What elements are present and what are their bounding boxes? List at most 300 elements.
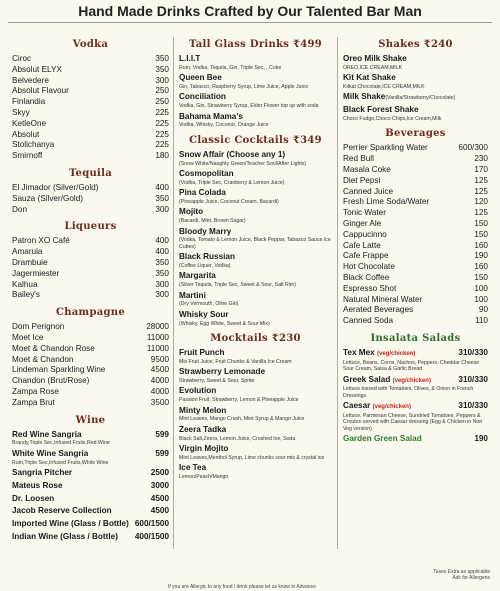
menu-item: [12, 194, 169, 205]
item-price: 300: [155, 290, 169, 300]
tax-note: Taxes Extra as applicable: [433, 569, 490, 575]
item-price: 4000: [150, 386, 169, 396]
menu-item: [343, 92, 488, 103]
item-name-text: Conciliation: [179, 92, 226, 102]
item-name-text: Mojito: [179, 207, 204, 217]
menu-item: [12, 365, 169, 376]
menu-item: [343, 262, 488, 273]
item-name: [179, 54, 200, 65]
item-description: (Whisky, Egg White, Sweet & Sour Mix): [179, 320, 270, 327]
item-name: Lindeman Sparkling Wine: [12, 365, 106, 375]
item-row: [179, 367, 332, 378]
item-price: 350: [155, 193, 169, 203]
menu-item: [12, 449, 169, 466]
item-row: [12, 468, 169, 479]
menu-item: [12, 97, 169, 108]
menu-item: [343, 187, 488, 198]
item-name: [179, 92, 226, 103]
item-price: [484, 105, 488, 116]
item-row: [179, 348, 332, 359]
item-name: Dom Perignon: [12, 322, 65, 332]
item-name: Moet Ice: [12, 332, 44, 342]
item-price: 300: [155, 204, 169, 214]
menu-item: [12, 387, 169, 398]
menu-item: [343, 230, 488, 241]
menu-item: [12, 532, 169, 543]
menu-item: [12, 333, 169, 344]
item-name: Kalhua: [12, 279, 38, 289]
item-name: [179, 310, 229, 321]
menu-item: [343, 316, 488, 327]
item-description: (Vodka, Triple Sec, Cranberry & Lemon Juice): [179, 179, 285, 186]
item-name-text: Margarita: [179, 271, 216, 281]
item-price: [328, 150, 332, 161]
item-name: [179, 367, 265, 378]
item-name: Moet & Chandon Rose: [12, 343, 95, 353]
item-name-text: Strawberry Lemonade: [179, 367, 265, 377]
menu-item: [179, 348, 332, 365]
item-name: [179, 291, 206, 302]
item-name-text: Minty Melon: [179, 405, 227, 415]
menu-item: [343, 401, 488, 432]
item-row: [179, 271, 332, 282]
item-price: 310/330: [458, 401, 488, 411]
menu-item: [12, 65, 169, 76]
item-description: Mint Leaves,Menthol Syrup, Lime chunks sour mix & crystal ice: [179, 454, 325, 461]
menu-item: [179, 252, 332, 269]
menu-item: [179, 54, 332, 71]
item-price: 4500: [150, 493, 169, 503]
item-price: [328, 227, 332, 238]
item-name: Belvedere: [12, 75, 49, 85]
veg-chicken-tag: (veg/chicken): [372, 404, 411, 411]
menu-item: [12, 398, 169, 409]
menu-item: [12, 494, 169, 505]
item-name: Cafe Latte: [343, 240, 381, 250]
item-name: Chandon (Brut/Rose): [12, 376, 90, 386]
item-row: [179, 150, 332, 161]
item-name: Jagermiester: [12, 268, 60, 278]
item-description: Brandy,Triple Sec,Infused Fruits,Red Wine: [12, 440, 110, 447]
item-price: [484, 73, 488, 84]
item-row: [179, 54, 332, 65]
item-price: [328, 271, 332, 282]
item-name: [12, 532, 118, 543]
item-price: 350: [155, 257, 169, 267]
menu-item: [12, 468, 169, 479]
item-name: [179, 348, 224, 359]
menu-section: [343, 128, 488, 327]
item-name-text: Black Forest Shake: [343, 105, 419, 115]
menu-item: [12, 140, 169, 151]
menu-item: [343, 143, 488, 154]
menu-item: [12, 258, 169, 269]
item-name: Absolut Flavour: [12, 86, 69, 96]
item-name-text: Fruit Punch: [179, 348, 225, 358]
menu-item: [12, 183, 169, 194]
menu-item: [343, 434, 488, 445]
item-description: Black Salt,Zeera, Lemon Juice, Crushed Ice, Soda: [179, 435, 296, 442]
item-description: (Pineapple Juice, Coconut Cream, Bacardi): [179, 199, 279, 206]
item-price: 160: [474, 240, 488, 250]
menu-item: [343, 305, 488, 316]
section-title: Classic Cocktails ₹349: [189, 134, 322, 146]
item-name-text: Tex Mex: [343, 347, 375, 357]
section-title: Vodka: [72, 39, 109, 50]
item-name: [12, 481, 63, 492]
section-title: Wine: [75, 414, 106, 426]
item-price: 90: [478, 305, 488, 315]
item-price: 599: [155, 429, 169, 439]
item-name: Zampa Rose: [12, 386, 59, 396]
item-price: 3000: [150, 480, 169, 490]
item-name: [343, 54, 407, 65]
item-price: 190: [474, 434, 488, 444]
item-name: Natural Mineral Water: [343, 294, 423, 304]
item-price: [484, 54, 488, 65]
item-name: Tonic Water: [343, 208, 386, 218]
item-name: Espresso Shot: [343, 283, 397, 293]
item-name: [343, 375, 431, 387]
item-name-text: Caesar: [343, 401, 371, 411]
menu-item: [179, 207, 332, 224]
item-name: Aerated Beverages: [343, 305, 414, 315]
item-name: Canned Soda: [343, 316, 394, 326]
item-description: Choco Fudge,Choco Chips,Ice Cream,Milk: [343, 116, 442, 122]
item-name: [12, 430, 82, 441]
item-name: Fresh Lime Soda/Water: [343, 197, 430, 207]
item-price: 160: [474, 262, 488, 272]
item-name-text: Cosmopolitan: [179, 169, 234, 179]
menu-item: [179, 112, 332, 129]
item-description: Rum, Vodka, Tequila, Gin, Triple Sec, , Coke: [179, 64, 282, 71]
menu-item: [12, 430, 169, 447]
item-name-text: Imported Wine (Glass / Bottle): [12, 519, 129, 529]
item-price: 350: [155, 54, 169, 63]
item-name-text: L.I.I.T: [179, 54, 201, 63]
item-price: [328, 252, 332, 263]
item-price: 28000: [146, 322, 169, 332]
item-row: [179, 291, 332, 302]
item-description: Mix Fruit Juice, Fruit Chunks & Vanilla Ice Cream: [179, 358, 292, 365]
item-name-text: Queen Bee: [179, 73, 222, 83]
menu-section: [12, 415, 169, 543]
item-row: [12, 449, 169, 460]
item-price: 350: [155, 64, 169, 74]
item-row: [179, 207, 332, 218]
menu-item: [343, 208, 488, 219]
item-name: [179, 227, 231, 238]
item-price: 310/330: [458, 347, 488, 357]
menu-item: [179, 92, 332, 109]
item-name-text: Kit Kat Shake: [343, 73, 396, 83]
section-title: Insalata Salads: [370, 332, 461, 344]
item-price: 300: [155, 75, 169, 85]
item-name: [179, 425, 226, 436]
menu-item: [179, 310, 332, 327]
item-name: [179, 386, 216, 397]
item-price: 125: [474, 208, 488, 218]
section-title: Mocktails ₹230: [210, 333, 301, 345]
item-price: [328, 406, 332, 417]
item-row: [343, 105, 488, 116]
item-price: [328, 348, 332, 359]
item-row: [343, 375, 488, 387]
menu-column-left: [8, 37, 173, 549]
item-description: (Snow White/Naughty Green/Teacher Soul/After Lights): [179, 160, 307, 167]
item-description: (Bacardi, Mint, Brown Sugar): [179, 218, 246, 225]
item-name: [179, 207, 203, 218]
item-price: [328, 54, 332, 65]
item-name: Perrier Sparkling Water: [343, 143, 428, 153]
item-name: [179, 169, 234, 180]
item-name-text: Black Russian: [179, 252, 235, 262]
menu-item: [343, 241, 488, 252]
menu-item: [12, 205, 169, 216]
menu-item: [12, 376, 169, 387]
item-price: 4000: [150, 376, 169, 386]
item-name: [179, 188, 226, 199]
item-price: 300: [155, 279, 169, 289]
menu-item: [179, 291, 332, 308]
menu-item: [179, 169, 332, 186]
item-price: 11000: [146, 332, 169, 342]
menu-item: [343, 165, 488, 176]
item-name: Masala Coke: [343, 165, 391, 174]
menu-item: [12, 290, 169, 301]
item-price: [328, 463, 332, 474]
item-description: Mint Leaves, Mango Crush, Mint Syrup & Mango Juice: [179, 416, 305, 423]
item-name-text: Dr. Loosen: [12, 493, 55, 503]
item-description: Rum,Triple Sec,Infused Fruits,White Wine: [12, 459, 109, 466]
item-name: Amarula: [12, 247, 43, 257]
veg-chicken-tag: (veg/chicken): [376, 350, 416, 357]
veg-chicken-tag: (veg/chicken): [392, 377, 431, 384]
item-description: Lettuce tossed with Tomatoes, Olives, & Onion in French Dressings: [343, 386, 474, 399]
item-name: [179, 463, 206, 474]
menu-item: [12, 355, 169, 366]
menu-item: [12, 76, 169, 87]
item-name: Absolut ELYX: [12, 64, 62, 74]
item-name-text: Greek Salad: [343, 374, 391, 384]
item-price: [328, 386, 332, 397]
item-row: [179, 386, 332, 397]
item-price: 250: [155, 97, 169, 107]
item-price: 120: [474, 197, 488, 207]
item-row: [343, 434, 488, 445]
menu-item: [343, 54, 488, 71]
item-row: [179, 227, 332, 238]
item-name: [179, 406, 226, 417]
item-name: [179, 252, 235, 263]
menu-item: [179, 227, 332, 251]
item-name-text: Martini: [179, 290, 206, 300]
menu-item: [343, 154, 488, 165]
item-price: 250: [155, 86, 169, 96]
menu-item: [179, 406, 332, 423]
item-row: [12, 532, 169, 543]
item-row: [179, 252, 332, 263]
menu-item: [343, 219, 488, 230]
item-name: Cappucinno: [343, 229, 387, 239]
item-row: [343, 54, 488, 65]
item-name-text: Red Wine Sangria: [12, 429, 82, 439]
menu-section: [343, 333, 488, 445]
item-name: [12, 494, 54, 505]
item-price: 310/330: [458, 374, 488, 384]
item-name: Drambuie: [12, 257, 48, 267]
menu-section: [343, 39, 488, 122]
item-price: [328, 112, 332, 123]
item-name-text: Ice Tea: [179, 463, 207, 473]
item-name: Smirnoff: [12, 151, 43, 161]
item-name-text: Garden Green Salad: [343, 434, 422, 444]
item-row: [12, 494, 169, 505]
item-price: 125: [474, 186, 488, 196]
page-title: Hand Made Drinks Crafted by Our Talented Bar Man: [78, 3, 422, 19]
item-name: Skyy: [12, 107, 30, 117]
menu-item: [12, 130, 169, 141]
item-price: 170: [474, 165, 488, 174]
item-price: 4500: [150, 506, 169, 516]
item-name: Stolichanya: [12, 140, 55, 150]
item-name: Cafe Frappe: [343, 251, 389, 261]
item-name: Bailey's: [12, 290, 40, 300]
item-description: (Coffee Liquer, Vodka): [179, 263, 231, 270]
menu-section: [12, 39, 169, 162]
item-name-text: Whisky Sour: [179, 309, 229, 319]
menu-item: [179, 73, 332, 90]
item-description: Strawberry, Sweet & Sour, Sprite: [179, 378, 255, 385]
menu-item: [179, 271, 332, 288]
menu-section: [12, 221, 169, 301]
footer-notes: [433, 569, 490, 581]
menu-item: [343, 295, 488, 306]
item-name: [343, 105, 419, 116]
item-price: 350: [155, 268, 169, 278]
item-name-text: Virgin Mojito: [179, 444, 229, 454]
item-name: Black Coffee: [343, 272, 390, 282]
item-price: 225: [155, 118, 169, 128]
item-name: Canned Juice: [343, 186, 394, 196]
item-row: [179, 425, 332, 436]
menu-section: [179, 333, 332, 480]
menu-item: [179, 367, 332, 384]
item-variants: (Vanilla/Strawberry/Chocolate): [385, 95, 456, 102]
item-price: 400: [155, 182, 169, 192]
item-price: 11000: [146, 343, 169, 353]
item-row: [179, 188, 332, 199]
item-price: 600/1500: [134, 519, 169, 529]
section-title: Shakes ₹240: [378, 39, 453, 50]
menu-columns: [8, 37, 492, 549]
item-description: (Dry Vermouth, Olive Gin): [179, 301, 239, 308]
item-name: [12, 449, 88, 460]
item-name: [343, 348, 415, 360]
item-name: Sauza (Silver/Gold): [12, 193, 83, 203]
item-price: 230: [474, 154, 488, 164]
item-row: [343, 73, 488, 84]
item-price: 9500: [150, 354, 169, 364]
item-row: [179, 406, 332, 417]
menu-section: [12, 307, 169, 408]
menu-item: [343, 73, 488, 90]
item-row: [343, 92, 488, 103]
item-description: Kitkat Chocolate,ICE CREAM,MILK: [343, 84, 425, 90]
item-name-text: Oreo Milk Shake: [343, 54, 407, 63]
menu-item: [343, 105, 488, 122]
item-name-text: Milk Shake: [343, 92, 386, 102]
item-price: 600/300: [458, 143, 488, 153]
item-price: 110: [474, 316, 488, 326]
item-price: [484, 92, 488, 103]
item-name-text: Indian Wine (Glass / Bottle): [12, 531, 118, 541]
item-price: [328, 444, 332, 455]
item-name-text: Jacob Reserve Collection: [12, 506, 112, 516]
item-price: [328, 207, 332, 218]
menu-item: [343, 176, 488, 187]
menu-column-middle: [173, 37, 338, 549]
item-price: 150: [474, 229, 488, 239]
item-row: [12, 519, 169, 530]
item-name: [12, 519, 129, 530]
item-price: [328, 92, 332, 103]
item-name: [179, 444, 228, 455]
item-name: Hot Chocolate: [343, 262, 395, 272]
menu-item: [12, 236, 169, 247]
item-name-text: Evolution: [179, 386, 217, 396]
item-price: 100: [474, 294, 488, 304]
menu-item: [343, 375, 488, 400]
menu-section: [179, 135, 332, 327]
menu-item: [12, 481, 169, 492]
item-price: 190: [474, 251, 488, 261]
item-description: Vodka, Gin, Strawberry Syrup, Elder Flower top up with soda: [179, 103, 319, 110]
item-name: [343, 434, 422, 445]
item-row: [179, 92, 332, 103]
menu-item: [12, 247, 169, 258]
menu-item: [179, 444, 332, 461]
menu-item: [12, 108, 169, 119]
menu-item: [12, 151, 169, 162]
item-row: [179, 444, 332, 455]
item-name: El Jimador (Silver/Gold): [12, 182, 99, 192]
menu-item: [12, 280, 169, 291]
menu-section: [12, 168, 169, 215]
item-price: 400/1500: [134, 531, 169, 541]
item-description: OREO,ICE CREAM,MILK: [343, 64, 403, 71]
item-row: [179, 169, 332, 180]
menu-item: [179, 386, 332, 403]
section-title: Beverages: [385, 128, 446, 140]
item-name: Don: [12, 204, 28, 214]
item-price: 180: [155, 151, 169, 161]
item-price: 4500: [150, 365, 169, 375]
allergy-note: If you are Allergic to any food / drink please let us know in Advance: [168, 584, 316, 590]
item-name-text: White Wine Sangria: [12, 448, 89, 458]
section-title: Champagne: [55, 307, 126, 319]
item-price: 150: [474, 218, 488, 228]
item-row: [179, 310, 332, 321]
item-name: Patron XO Café: [12, 236, 70, 246]
item-price: 3500: [150, 397, 169, 407]
item-description: Lettuce, Parmesan Cheese, Sundried Tomatoes, Peppers & Crouton served with Caesar dressing (Egg & Chicken in Non Veg version): [343, 412, 483, 432]
item-row: [12, 506, 169, 517]
item-description: Passion Fruit, Strawberry, Lemon & Pineapple Juice: [179, 397, 299, 404]
item-name: [343, 401, 411, 413]
menu-item: [343, 197, 488, 208]
item-price: 225: [155, 129, 169, 139]
